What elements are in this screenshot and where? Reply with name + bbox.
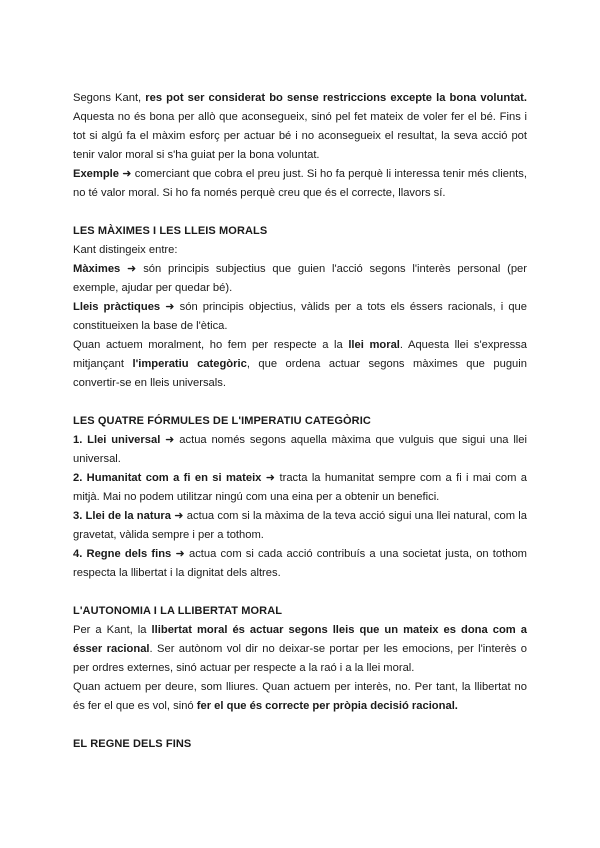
formula-1-label: 1. Llei universal	[73, 434, 161, 446]
formula-3	[73, 507, 527, 545]
autonomia-emphasis: llibertat moral és actuar segons lleis que un mateix es dona com a ésser racional	[73, 624, 527, 655]
lleis-paragraph	[73, 298, 527, 336]
example-label: Exemple	[73, 168, 120, 180]
moral-law-term: llei moral	[348, 339, 400, 351]
autonomia-paragraph-2	[73, 678, 527, 716]
intro-text: Segons Kant,	[73, 92, 146, 104]
example-paragraph	[73, 165, 527, 203]
section-heading-autonomia: L'AUTONOMIA I LA LLIBERTAT MORAL	[73, 605, 283, 617]
moral-law-text: Quan actuem moralment, ho fem per respecte a la	[73, 339, 349, 351]
autonomia-paragraph-1	[73, 621, 527, 678]
formula-2-label: 2. Humanitat com a fi en si mateix	[73, 472, 262, 484]
section-heading-formules: LES QUATRE FÓRMULES DE L'IMPERATIU CATEGÒRIC	[73, 415, 371, 427]
formula-2	[73, 469, 527, 507]
example-text: ➜ comerciant que cobra el preu just. Si ho fa perquè li interessa tenir més clients, no té valor moral. Si ho fa només perquè creu que és el correcte, llavors sí.	[73, 168, 527, 199]
moral-law-text-2: . Aquesta llei s'expressa mitjançant	[73, 339, 528, 370]
intro-paragraph	[73, 89, 527, 165]
maximes-label: Màximes	[73, 263, 121, 275]
section-heading-regne: EL REGNE DELS FINS	[73, 738, 192, 750]
intro-text-continued: Aquesta no és bona per allò que aconsegueix, sinó pel fet mateix de voler fer el bé. Fins i tot si algú fa el màxim esforç per actuar bé i no aconsegueix el resultat, la seva acció pot tenir valor moral si s'ha guiat per la bona voluntat.	[73, 111, 527, 161]
lleis-text: ➜ són principis objectius, vàlids per a tots els éssers racionals, i que constitueixen la base de l'ètica.	[73, 301, 527, 332]
moral-law-paragraph	[73, 336, 527, 393]
formula-4-label: 4. Regne dels fins	[73, 548, 172, 560]
section-intro: Kant distingeix entre:	[73, 244, 178, 256]
maximes-text: ➜ són principis subjectius que guien l'acció segons l'interès personal (per exemple, ajudar per quedar bé).	[73, 263, 527, 294]
document-page	[73, 89, 527, 754]
section-heading-maximes: LES MÀXIMES I LES LLEIS MORALS	[73, 225, 268, 237]
formula-4-text: ➜ actua com si cada acció contribuís a una societat justa, on tothom respecta la llibertat i la dignitat dels altres.	[73, 548, 527, 579]
llibertat-text: Quan actuem per deure, som lliures. Quan actuem per interès, no. Per tant, la llibertat no és fer el que es vol, sinó	[73, 681, 527, 712]
lleis-label: Lleis pràctiques	[73, 301, 161, 313]
moral-law-text-3: , que ordena actuar segons màximes que puguin convertir-se en lleis universals.	[73, 358, 527, 389]
formula-4	[73, 545, 527, 583]
intro-emphasis: res pot ser considerat bo sense restriccions excepte la bona voluntat.	[145, 92, 527, 104]
autonomia-text: Per a Kant, la	[73, 624, 152, 636]
llibertat-emphasis: fer el que és correcte per pròpia decisió racional.	[196, 700, 458, 712]
formula-2-text: ➜ tracta la humanitat sempre com a fi i mai com a mitjà. Mai no podem utilitzar ningú com una eina per a obtenir un benefici.	[73, 472, 527, 503]
formula-1	[73, 431, 527, 469]
formula-3-text: ➜ actua com si la màxima de la teva acció sigui una llei natural, com la gravetat, vàlida sempre i per a tothom.	[73, 510, 527, 541]
maximes-paragraph	[73, 260, 527, 298]
formula-1-text: ➜ actua només segons aquella màxima que vulguis que sigui una llei universal.	[73, 434, 527, 465]
formula-3-label: 3. Llei de la natura	[73, 510, 171, 522]
categorical-imperative-term: l'imperatiu categòric	[132, 358, 247, 370]
autonomia-text-2: . Ser autònom vol dir no deixar-se portar per les emocions, per l'interès o per ordres externes, sinó actuar per respecte a la raó i a la llei moral.	[73, 643, 527, 674]
